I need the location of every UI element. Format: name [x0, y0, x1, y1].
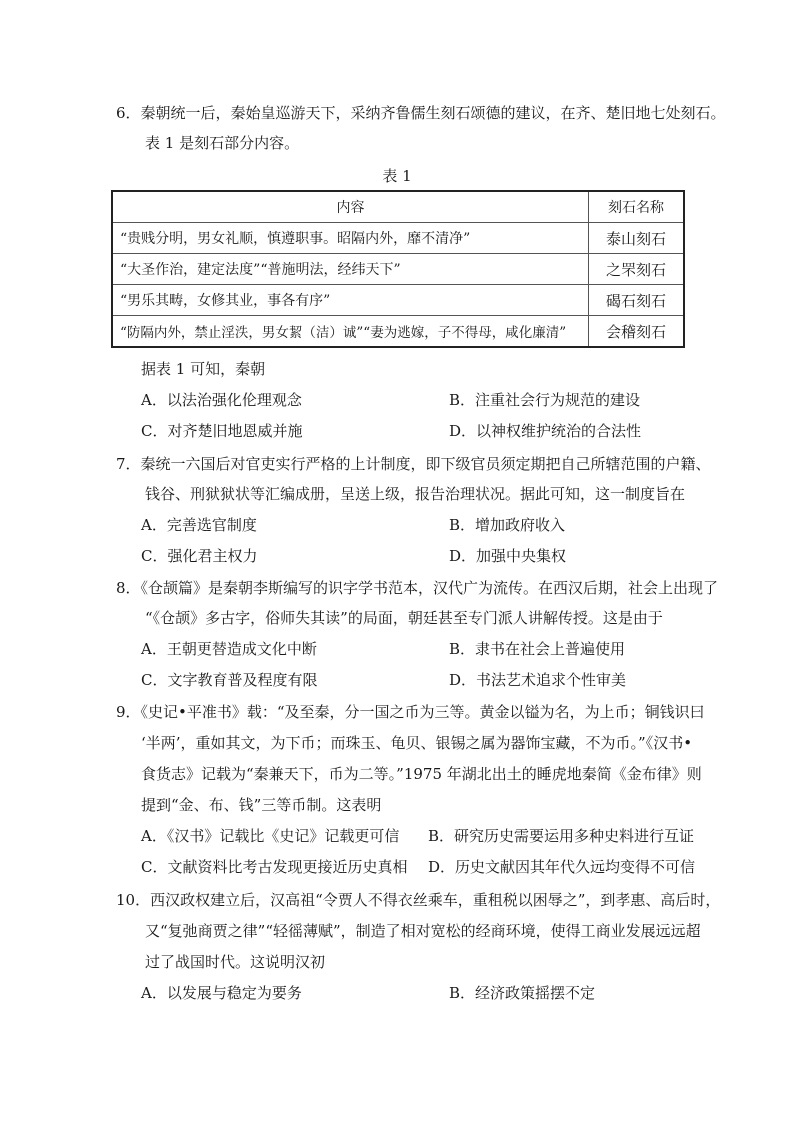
q7-stem-line1: 7．秦统一六国后对官吏实行严格的上计制度，即下级官员须定期把自己所辖范围的户籍、: [116, 455, 711, 473]
table-cell-name: 之罘刻石: [589, 254, 685, 285]
q8-option-b[interactable]: B．隶书在社会上普遍使用: [449, 640, 626, 658]
q9-option-d[interactable]: D．历史文献因其年代久远均变得不可信: [428, 858, 696, 876]
q7-option-d[interactable]: D．加强中央集权: [449, 547, 567, 565]
q9-stem-line2: ‘半两’，重如其文，为下币；而珠玉、龟贝、银锡之属为器饰宝藏，不为币。”《汉书•: [141, 734, 693, 752]
q8-stem-line1: 8．《仓颉篇》是秦朝李斯编写的识字学书范本，汉代广为流传。在西汉后期，社会上出现了: [116, 579, 719, 597]
table-row: [112, 254, 684, 285]
q9-option-a[interactable]: A．《汉书》记载比《史记》记载更可信: [141, 827, 400, 845]
q9-option-c[interactable]: C．文献资料比考古发现更接近历史真相: [141, 858, 408, 876]
q10-stem-line1: 10．西汉政权建立后，汉高祖“令贾人不得衣丝乘车，重租税以困辱之”，到孝惠、高后时，: [116, 891, 721, 909]
q6-stem-line2: 表 1 是刻石部分内容。: [145, 134, 300, 152]
q8-option-c[interactable]: C．文字教育普及程度有限: [141, 671, 318, 689]
q6-option-d[interactable]: D．以神权维护统治的合法性: [449, 422, 642, 440]
q10-stem-line2: 又“复弛商贾之律”“轻徭薄赋”，制造了相对宽松的经商环境，使得工商业发展远远超: [145, 922, 701, 940]
table-cell-name: 会稽刻石: [589, 316, 685, 348]
q9-stem-line3: 食货志》记载为“秦兼天下，币为二等。”1975 年湖北出土的睡虎地秦简《金布律》则: [141, 765, 702, 783]
q9-stem-line1: 9．《史记•平准书》载：“及至秦，分一国之币为三等。黄金以镒为名，为上币；铜钱识曰: [116, 703, 705, 721]
q6-stem-line1: 6．秦朝统一后，秦始皇巡游天下，采纳齐鲁儒生刻石颂德的建议，在齐、楚旧地七处刻石。: [116, 104, 726, 122]
q7-option-c[interactable]: C．强化君主权力: [141, 547, 258, 565]
inscription-table: [111, 190, 685, 348]
q8-option-d[interactable]: D．书法艺术追求个性审美: [449, 671, 627, 689]
q7-option-b[interactable]: B．增加政府收入: [449, 516, 566, 534]
table-header-content: 内容: [112, 191, 589, 223]
q6-option-a[interactable]: A．以法治强化伦理观念: [141, 391, 302, 409]
q8-stem-line2: “《仓颉》多古字，俗师失其读”的局面，朝廷甚至专门派人讲解传授。这是由于: [145, 609, 663, 627]
table-row: [112, 223, 684, 254]
q7-option-a[interactable]: A．完善选官制度: [141, 516, 257, 534]
q6-stem-end: 据表 1 可知，秦朝: [141, 360, 266, 378]
q10-option-b[interactable]: B．经济政策摇摆不定: [449, 984, 596, 1002]
table-cell-name: 碣石刻石: [589, 285, 685, 316]
q9-option-b[interactable]: B．研究历史需要运用多种史料进行互证: [428, 827, 695, 845]
table-cell-content: “贵贱分明，男女礼顺，慎遵职事。昭隔内外，靡不清净”: [112, 223, 589, 254]
q6-option-b[interactable]: B．注重社会行为规范的建设: [449, 391, 641, 409]
table-row: [112, 316, 684, 348]
q9-stem-line4: 提到“金、布、钱”三等币制。这表明: [141, 796, 382, 814]
table-cell-content: “防隔内外，禁止淫泆，男女絜（洁）诚”“妻为逃嫁，子不得母，咸化廉清”: [112, 316, 589, 348]
q10-stem-line3: 过了战国时代。这说明汉初: [145, 953, 326, 971]
q7-stem-line2: 钱谷、刑狱狱状等汇编成册，呈送上级，报告治理状况。据此可知，这一制度旨在: [145, 485, 686, 503]
table-header-row: [112, 191, 684, 223]
q10-option-a[interactable]: A．以发展与稳定为要务: [141, 984, 302, 1002]
table-cell-content: “大圣作治，建定法度”“普施明法，经纬天下”: [112, 254, 589, 285]
table-row: [112, 285, 684, 316]
q8-option-a[interactable]: A．王朝更替造成文化中断: [141, 640, 317, 658]
table-header-name: 刻石名称: [589, 191, 685, 223]
table-cell-name: 泰山刻石: [589, 223, 685, 254]
table-caption: 表 1: [382, 167, 412, 185]
q6-option-c[interactable]: C．对齐楚旧地恩威并施: [141, 422, 303, 440]
table-cell-content: “男乐其畴，女修其业，事各有序”: [112, 285, 589, 316]
